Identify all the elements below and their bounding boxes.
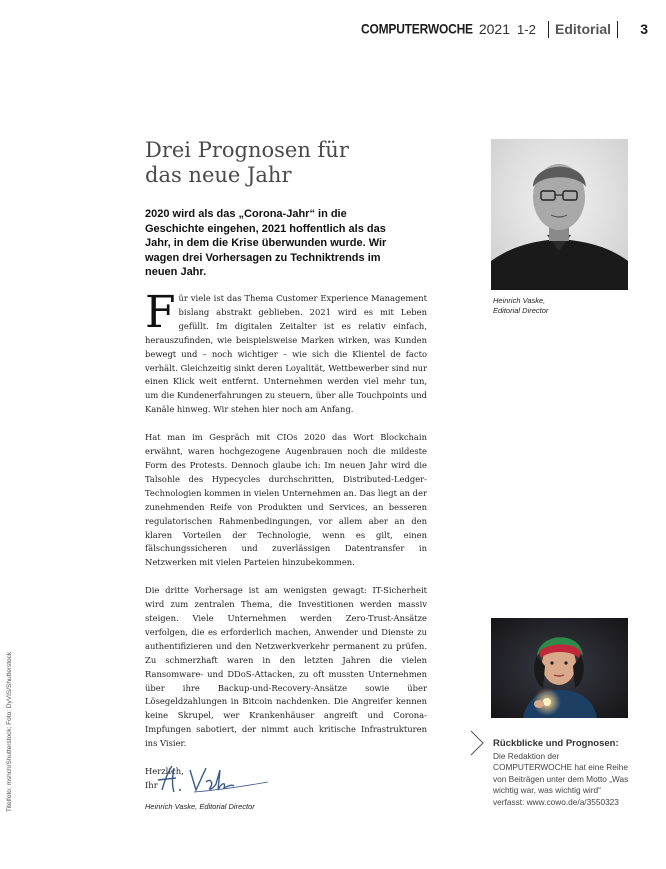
portrait-caption-name: Heinrich Vaske,: [493, 296, 546, 305]
page-number: 3: [640, 21, 648, 37]
pointer-triangle-icon: [470, 730, 484, 756]
section-name: Editorial: [555, 21, 612, 37]
portrait-caption: [493, 296, 548, 316]
fortune-teller-photo: [491, 618, 628, 718]
closing-ihr: Ihr: [145, 780, 158, 790]
related-articles-box: [493, 738, 633, 808]
signature-image: [150, 760, 270, 800]
portrait-photo: [491, 139, 628, 290]
page-header: [361, 20, 648, 38]
article-body: [145, 287, 427, 793]
brand-logo: COMPUTERWOCHE: [361, 20, 473, 38]
closing-greeting: Herzlich,: [145, 766, 184, 777]
dropcap: F: [145, 287, 176, 338]
article-lead: 2020 wird als das „Corona-Jahr“ in die Geschichte eingehen, 2021 hoffentlich als das Jahr, in dem die Krise überwunden wurde. Wir wagen drei Vorhersagen zu Techniktrends im neuen Jahr.: [145, 208, 387, 278]
title-line-1: Drei Prognosen für: [145, 138, 349, 162]
related-articles-text: Die Redaktion der COMPUTERWOCHE hat eine Reihe von Beiträgen unter dem Motto „Was wichtig war, was wichtig wird“ verfasst: www.cowo.de/a/3550323: [493, 751, 629, 807]
related-articles-heading: Rückblicke und Prognosen:: [493, 738, 619, 749]
header-divider: [617, 21, 618, 38]
header-divider: [548, 21, 549, 38]
paragraph-1: [145, 287, 427, 417]
signature-caption: Heinrich Vaske, Editorial Director: [145, 802, 255, 811]
issue-number: 1-2: [517, 21, 536, 37]
portrait-caption-role: Editorial Director: [493, 306, 549, 315]
paragraph-2: Hat man im Gespräch mit CIOs 2020 das Wort Blockchain erwähnt, waren hochgezogene Augenbrauen noch die mildeste Form des Protests. Dennoch glaube ich: Im neuen Jahr wird die Talsohle des Hypecycles durchschritten, Distributed-Ledger-Technologien kommen in vielen Unternehmen an. Das liegt an der zunehmenden Reife von Produkten und Services, an besseren regulatorischen Rahmenbedingungen, vor allem aber an den klaren Vorteilen der Technologie, wenn es gilt, einen fälschungssicheren und zuverlässigen Datentransfer in Netzwerken mit vielen Parteien hinzubekommen.: [145, 432, 427, 568]
issue-year: 2021: [478, 21, 511, 37]
article-title: [145, 138, 445, 188]
photo-credit: Titelfoto: mshch/Shutterstock; Foto: DyVIS/Shutterstock: [6, 651, 13, 812]
title-line-2: das neue Jahr: [145, 163, 292, 187]
paragraph-3: Die dritte Vorhersage ist am wenigsten gewagt: IT-Sicherheit wird zum zentralen Thema, die Investitionen werden massiv steigen. Viele Unternehmen werden Zero-Trust-Ansätze verfolgen, die es erforderlich machen, Anwender und Dienste zu authentifizieren und den Netzwerkverkehr permanent zu prüfen. Zu schmerzhaft waren in den letzten Jahren die vielen Ransomware- und DDoS-Attacken, zu oft mussten Unternehmen über ihre Backup-und-Recovery-Ansätze sowie über Lösegeldzahlungen in Bitcoin nachdenken. Die Angreifer kennen keine Skrupel, wer Krankenhäuser angreift und Corona-Impfungen sabotiert, der nimmt auch kritische Infrastrukturen ins Visier.: [145, 585, 427, 749]
paragraph-1-text: ür viele ist das Thema Customer Experience Management bislang abstrakt geblieben. 2021 wird es mit Leben gefüllt. Im digitalen Zeitalter ist es relativ einfach, herauszufinden, wie beispielsweise Marken wirken, was Kunden bewegt und – noch wichtiger – wie sich die Klientel de facto verhält. Gleichzeitig sinkt deren Loyalität, Wettbewerber sind nur einen Klick weit entfernt. Unternehmen werden viel mehr tun, um die Kundenerfahrungen zu steuern, über alle Touchpoints und Kanäle hinweg. Wir stehen hier noch am Anfang.: [145, 293, 427, 415]
